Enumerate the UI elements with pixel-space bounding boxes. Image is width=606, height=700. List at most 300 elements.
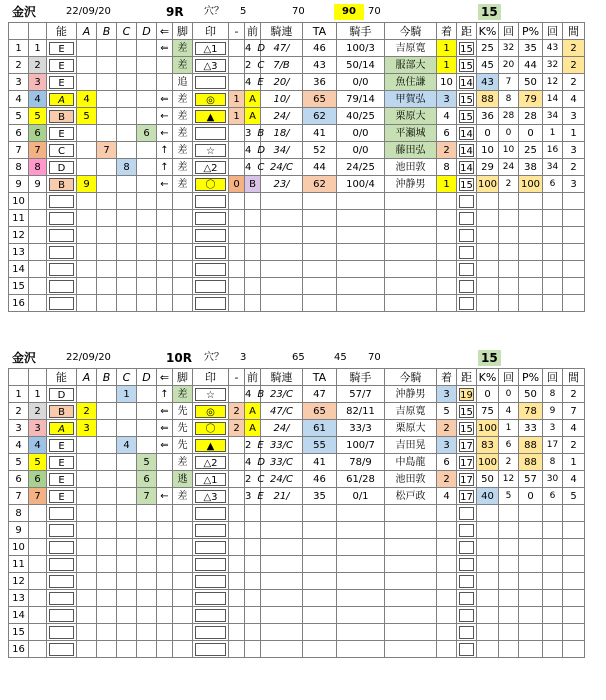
- empty-cell: [137, 278, 157, 295]
- empty-cell: [499, 227, 519, 244]
- waku-number: 3: [29, 74, 47, 91]
- empty-cell: [543, 227, 563, 244]
- horse-row[interactable]: [9, 91, 585, 108]
- mark-value: ◎: [195, 93, 226, 106]
- horse-row[interactable]: [9, 488, 585, 505]
- horse-row[interactable]: [9, 437, 585, 454]
- interval: 3: [563, 108, 585, 125]
- empty-cell: [543, 539, 563, 556]
- empty-cell: [337, 261, 385, 278]
- horse-row[interactable]: [9, 125, 585, 142]
- empty-cell: [245, 573, 261, 590]
- empty-cell: [229, 539, 245, 556]
- empty-cell: [193, 193, 229, 210]
- empty-cell: [117, 193, 137, 210]
- current-jockey: 服部大: [385, 57, 437, 74]
- empty-cell: [173, 556, 193, 573]
- distance: [457, 159, 477, 176]
- ability-grade: [47, 454, 77, 471]
- col-b: [97, 386, 117, 403]
- running-style: 差: [173, 488, 193, 505]
- empty-cell: [157, 573, 173, 590]
- column-header: 今騎: [385, 23, 437, 40]
- empty-cell: [29, 261, 47, 278]
- empty-box: [49, 524, 74, 537]
- column-header: 脚: [173, 23, 193, 40]
- waku-number: 7: [29, 488, 47, 505]
- empty-cell: [173, 278, 193, 295]
- empty-cell: [457, 278, 477, 295]
- empty-cell: [193, 278, 229, 295]
- empty-box: [459, 609, 474, 622]
- empty-box: [459, 592, 474, 605]
- empty-cell: [261, 261, 303, 278]
- empty-cell: [543, 193, 563, 210]
- p-count: 34: [543, 159, 563, 176]
- mark: [193, 454, 229, 471]
- previous-rank-grade: E: [257, 76, 264, 88]
- jockey-stat: 0/1: [337, 488, 385, 505]
- empty-cell: [261, 590, 303, 607]
- current-jockey: 池田敦: [385, 471, 437, 488]
- empty-cell: [543, 641, 563, 658]
- horse-number: 4: [9, 91, 29, 108]
- k-percent: 36: [477, 108, 499, 125]
- empty-cell: [77, 193, 97, 210]
- k-count: 2: [499, 454, 519, 471]
- empty-cell: [173, 261, 193, 278]
- current-jockey: 松戸政: [385, 488, 437, 505]
- k-percent: 50: [477, 471, 499, 488]
- current-jockey: 栗原大: [385, 420, 437, 437]
- empty-box: [49, 609, 74, 622]
- ability-grade-value: B: [49, 405, 74, 418]
- mark: [193, 176, 229, 193]
- empty-cell: [117, 590, 137, 607]
- ta-score: 55: [303, 437, 337, 454]
- col-c: [117, 142, 137, 159]
- horse-number: 3: [9, 420, 29, 437]
- empty-cell: [245, 556, 261, 573]
- mark-count: 2: [229, 420, 245, 437]
- jockey-combo: 7/B: [261, 57, 303, 74]
- column-header: D: [137, 369, 157, 386]
- row-number: 14: [9, 261, 29, 278]
- ta-score: 61: [303, 420, 337, 437]
- ta-score: 44: [303, 159, 337, 176]
- k-percent: 0: [477, 386, 499, 403]
- empty-cell: [499, 573, 519, 590]
- horse-row[interactable]: [9, 454, 585, 471]
- empty-cell: [563, 590, 585, 607]
- empty-cell: [499, 505, 519, 522]
- ability-grade: [47, 437, 77, 454]
- interval: 4: [563, 91, 585, 108]
- distance: [457, 108, 477, 125]
- empty-cell: [457, 295, 477, 312]
- empty-cell: [519, 607, 543, 624]
- distance: [457, 176, 477, 193]
- mark-value: △1: [195, 42, 226, 55]
- empty-cell: [563, 210, 585, 227]
- horse-row[interactable]: [9, 74, 585, 91]
- distance: [457, 437, 477, 454]
- col-c: [117, 40, 137, 57]
- horse-row[interactable]: [9, 403, 585, 420]
- empty-cell: [477, 641, 499, 658]
- ability-grade-value: E: [49, 59, 74, 72]
- k-percent: 100: [477, 176, 499, 193]
- previous-rank: [245, 57, 265, 74]
- p-percent: 50: [519, 74, 543, 91]
- empty-cell: [229, 210, 245, 227]
- column-header: 距: [457, 23, 477, 40]
- empty-box: [195, 212, 226, 225]
- running-style: 先: [173, 437, 193, 454]
- empty-cell: [77, 573, 97, 590]
- column-header: -: [229, 23, 245, 40]
- empty-cell: [229, 573, 245, 590]
- previous-rank: A: [245, 91, 261, 108]
- empty-cell: [477, 556, 499, 573]
- k-percent: 100: [477, 454, 499, 471]
- column-header: 着: [437, 23, 457, 40]
- empty-cell: [193, 573, 229, 590]
- jockey-stat: 33/3: [337, 420, 385, 437]
- race-table-1: [8, 368, 585, 658]
- previous-rank-grade: C: [257, 161, 265, 173]
- col-d: [137, 437, 157, 454]
- empty-cell: [385, 607, 437, 624]
- empty-cell: [543, 556, 563, 573]
- empty-row: [9, 573, 585, 590]
- empty-box: [195, 507, 226, 520]
- empty-box: [195, 592, 226, 605]
- empty-cell: [77, 244, 97, 261]
- empty-cell: [193, 505, 229, 522]
- jockey-combo: 33/C: [261, 454, 303, 471]
- current-jockey: 平瀬城: [385, 125, 437, 142]
- empty-cell: [77, 556, 97, 573]
- empty-cell: [457, 261, 477, 278]
- ta-score: 46: [303, 471, 337, 488]
- p-count: 14: [543, 91, 563, 108]
- empty-cell: [437, 227, 457, 244]
- column-header: ⇐: [157, 23, 173, 40]
- column-header: 能: [47, 369, 77, 386]
- header-date: 22/09/20: [66, 6, 111, 17]
- empty-cell: [385, 227, 437, 244]
- col-d: 7: [137, 488, 157, 505]
- column-header: K%: [477, 369, 499, 386]
- column-header: 騎手: [337, 369, 385, 386]
- empty-cell: [245, 641, 261, 658]
- empty-cell: [337, 210, 385, 227]
- header-ana_value: 5: [240, 6, 247, 17]
- mark-count: [229, 454, 245, 471]
- jockey-stat: 0/0: [337, 125, 385, 142]
- empty-cell: [385, 505, 437, 522]
- empty-cell: [543, 522, 563, 539]
- mark-count: [229, 142, 245, 159]
- interval: 4: [563, 471, 585, 488]
- empty-cell: [303, 193, 337, 210]
- col-c: 8: [117, 159, 137, 176]
- horse-row[interactable]: [9, 471, 585, 488]
- empty-cell: [519, 624, 543, 641]
- mark-value: 〇: [195, 422, 226, 435]
- empty-box: [459, 195, 474, 208]
- previous-rank: A: [245, 403, 261, 420]
- column-header: 回: [543, 23, 563, 40]
- waku-number: 7: [29, 142, 47, 159]
- empty-cell: [543, 607, 563, 624]
- running-style: 差: [173, 125, 193, 142]
- p-percent: 28: [519, 108, 543, 125]
- empty-cell: [173, 227, 193, 244]
- finish: 2: [437, 420, 457, 437]
- empty-box: [459, 558, 474, 571]
- horse-row[interactable]: [9, 420, 585, 437]
- empty-cell: [193, 556, 229, 573]
- distance: [457, 125, 477, 142]
- empty-cell: [29, 227, 47, 244]
- p-count: 16: [543, 142, 563, 159]
- empty-cell: [77, 539, 97, 556]
- finish: 10: [437, 74, 457, 91]
- mark-count: [229, 488, 245, 505]
- empty-cell: [29, 539, 47, 556]
- header-race: 9R: [166, 5, 184, 19]
- empty-row: [9, 210, 585, 227]
- empty-cell: [303, 505, 337, 522]
- empty-cell: [437, 522, 457, 539]
- empty-cell: [47, 244, 77, 261]
- interval: 2: [563, 159, 585, 176]
- arrow-indicator: ←: [157, 176, 173, 193]
- column-header: P%: [519, 369, 543, 386]
- mark-value: ☆: [195, 388, 226, 401]
- empty-cell: [229, 556, 245, 573]
- distance: [457, 471, 477, 488]
- arrow-indicator: [157, 471, 173, 488]
- horse-row[interactable]: [9, 40, 585, 57]
- col-d: [137, 403, 157, 420]
- ability-grade: [47, 488, 77, 505]
- distance-value: 17: [460, 457, 473, 469]
- jockey-combo: 18/: [261, 125, 303, 142]
- empty-cell: [563, 607, 585, 624]
- running-style: 差: [173, 57, 193, 74]
- horse-number: 7: [9, 142, 29, 159]
- empty-box: [49, 297, 74, 310]
- empty-cell: [543, 590, 563, 607]
- empty-cell: [477, 278, 499, 295]
- column-header: B: [97, 369, 117, 386]
- jockey-stat: 24/25: [337, 159, 385, 176]
- empty-cell: [437, 539, 457, 556]
- empty-box: [49, 246, 74, 259]
- ability-grade: [47, 403, 77, 420]
- horse-row[interactable]: [9, 176, 585, 193]
- k-count: 12: [499, 471, 519, 488]
- empty-box: [49, 558, 74, 571]
- ta-score: 35: [303, 488, 337, 505]
- empty-cell: [519, 227, 543, 244]
- empty-cell: [563, 278, 585, 295]
- empty-cell: [29, 295, 47, 312]
- empty-cell: [563, 522, 585, 539]
- header-val1: 65: [292, 352, 305, 363]
- interval: 7: [563, 403, 585, 420]
- empty-cell: [229, 522, 245, 539]
- empty-cell: [337, 539, 385, 556]
- k-percent: 0: [477, 125, 499, 142]
- column-header: 前: [245, 369, 261, 386]
- empty-cell: [137, 505, 157, 522]
- arrow-indicator: ↑: [157, 142, 173, 159]
- col-c: [117, 488, 137, 505]
- empty-cell: [193, 590, 229, 607]
- mark-count: 0: [229, 176, 245, 193]
- empty-box: [459, 575, 474, 588]
- previous-rank-grade: D: [257, 144, 266, 156]
- empty-cell: [245, 278, 261, 295]
- mark: [193, 420, 229, 437]
- empty-cell: [29, 641, 47, 658]
- column-header: 騎連: [261, 23, 303, 40]
- finish: 1: [437, 40, 457, 57]
- distance-value: 15: [460, 406, 473, 418]
- empty-cell: [173, 539, 193, 556]
- horse-row[interactable]: [9, 159, 585, 176]
- previous-rank-grade: C: [257, 59, 265, 71]
- arrow-indicator: ↑: [157, 159, 173, 176]
- distance-value: 17: [460, 491, 473, 503]
- empty-cell: [77, 641, 97, 658]
- empty-cell: [117, 278, 137, 295]
- k-count: 7: [499, 74, 519, 91]
- previous-rank: [245, 125, 265, 142]
- p-count: 9: [543, 403, 563, 420]
- horse-number: 2: [9, 403, 29, 420]
- col-b: [97, 488, 117, 505]
- jockey-stat: 100/4: [337, 176, 385, 193]
- horse-row[interactable]: [9, 108, 585, 125]
- empty-box: [459, 297, 474, 310]
- p-percent: 57: [519, 471, 543, 488]
- waku-number: 5: [29, 454, 47, 471]
- k-percent: 45: [477, 57, 499, 74]
- empty-cell: [337, 244, 385, 261]
- empty-cell: [97, 641, 117, 658]
- empty-row: [9, 607, 585, 624]
- col-c: [117, 420, 137, 437]
- horse-number: 3: [9, 74, 29, 91]
- distance-value: 15: [460, 43, 473, 55]
- col-c: [117, 176, 137, 193]
- empty-cell: [157, 295, 173, 312]
- empty-cell: [157, 193, 173, 210]
- empty-cell: [499, 244, 519, 261]
- p-count: 6: [543, 488, 563, 505]
- mark-count: [229, 125, 245, 142]
- column-header: 前: [245, 23, 261, 40]
- mark-value: ▲: [195, 110, 226, 123]
- p-count: 43: [543, 40, 563, 57]
- empty-cell: [77, 227, 97, 244]
- ta-score: 62: [303, 108, 337, 125]
- col-d: [137, 108, 157, 125]
- col-d: [137, 159, 157, 176]
- empty-cell: [47, 522, 77, 539]
- empty-cell: [47, 261, 77, 278]
- running-style: 差: [173, 40, 193, 57]
- empty-cell: [543, 244, 563, 261]
- empty-box: [49, 643, 74, 656]
- previous-rank-value: 4: [245, 144, 252, 156]
- col-d: [137, 40, 157, 57]
- current-jockey: 吉原寛: [385, 403, 437, 420]
- empty-cell: [47, 573, 77, 590]
- interval: 2: [563, 40, 585, 57]
- empty-cell: [563, 573, 585, 590]
- empty-box: [195, 575, 226, 588]
- empty-cell: [137, 295, 157, 312]
- empty-cell: [245, 210, 261, 227]
- p-count: 6: [543, 176, 563, 193]
- empty-cell: [29, 624, 47, 641]
- running-style: 差: [173, 454, 193, 471]
- mark-count: [229, 57, 245, 74]
- row-number: 15: [9, 624, 29, 641]
- jockey-stat: 100/7: [337, 437, 385, 454]
- empty-cell: [385, 556, 437, 573]
- col-b: [97, 454, 117, 471]
- horse-number: 4: [9, 437, 29, 454]
- previous-rank: [245, 386, 265, 403]
- empty-cell: [303, 556, 337, 573]
- horse-row[interactable]: [9, 142, 585, 159]
- ta-score: 52: [303, 142, 337, 159]
- empty-cell: [97, 210, 117, 227]
- empty-box: [195, 195, 226, 208]
- horse-row[interactable]: [9, 386, 585, 403]
- arrow-indicator: [157, 74, 173, 91]
- previous-rank: [245, 142, 266, 159]
- empty-box: [49, 280, 74, 293]
- col-a: 9: [77, 176, 97, 193]
- empty-cell: [477, 522, 499, 539]
- empty-cell: [563, 539, 585, 556]
- column-header-row: [9, 369, 585, 386]
- horse-row[interactable]: [9, 57, 585, 74]
- empty-cell: [245, 522, 261, 539]
- mark-value: △3: [195, 59, 226, 72]
- current-jockey: 沖静男: [385, 386, 437, 403]
- col-a: [77, 437, 97, 454]
- empty-cell: [457, 227, 477, 244]
- empty-cell: [77, 522, 97, 539]
- mark-value: ▲: [195, 439, 226, 452]
- distance: [457, 420, 477, 437]
- k-percent: 88: [477, 91, 499, 108]
- empty-cell: [261, 244, 303, 261]
- empty-cell: [97, 261, 117, 278]
- empty-cell: [261, 607, 303, 624]
- k-count: 6: [499, 437, 519, 454]
- previous-rank: A: [245, 108, 261, 125]
